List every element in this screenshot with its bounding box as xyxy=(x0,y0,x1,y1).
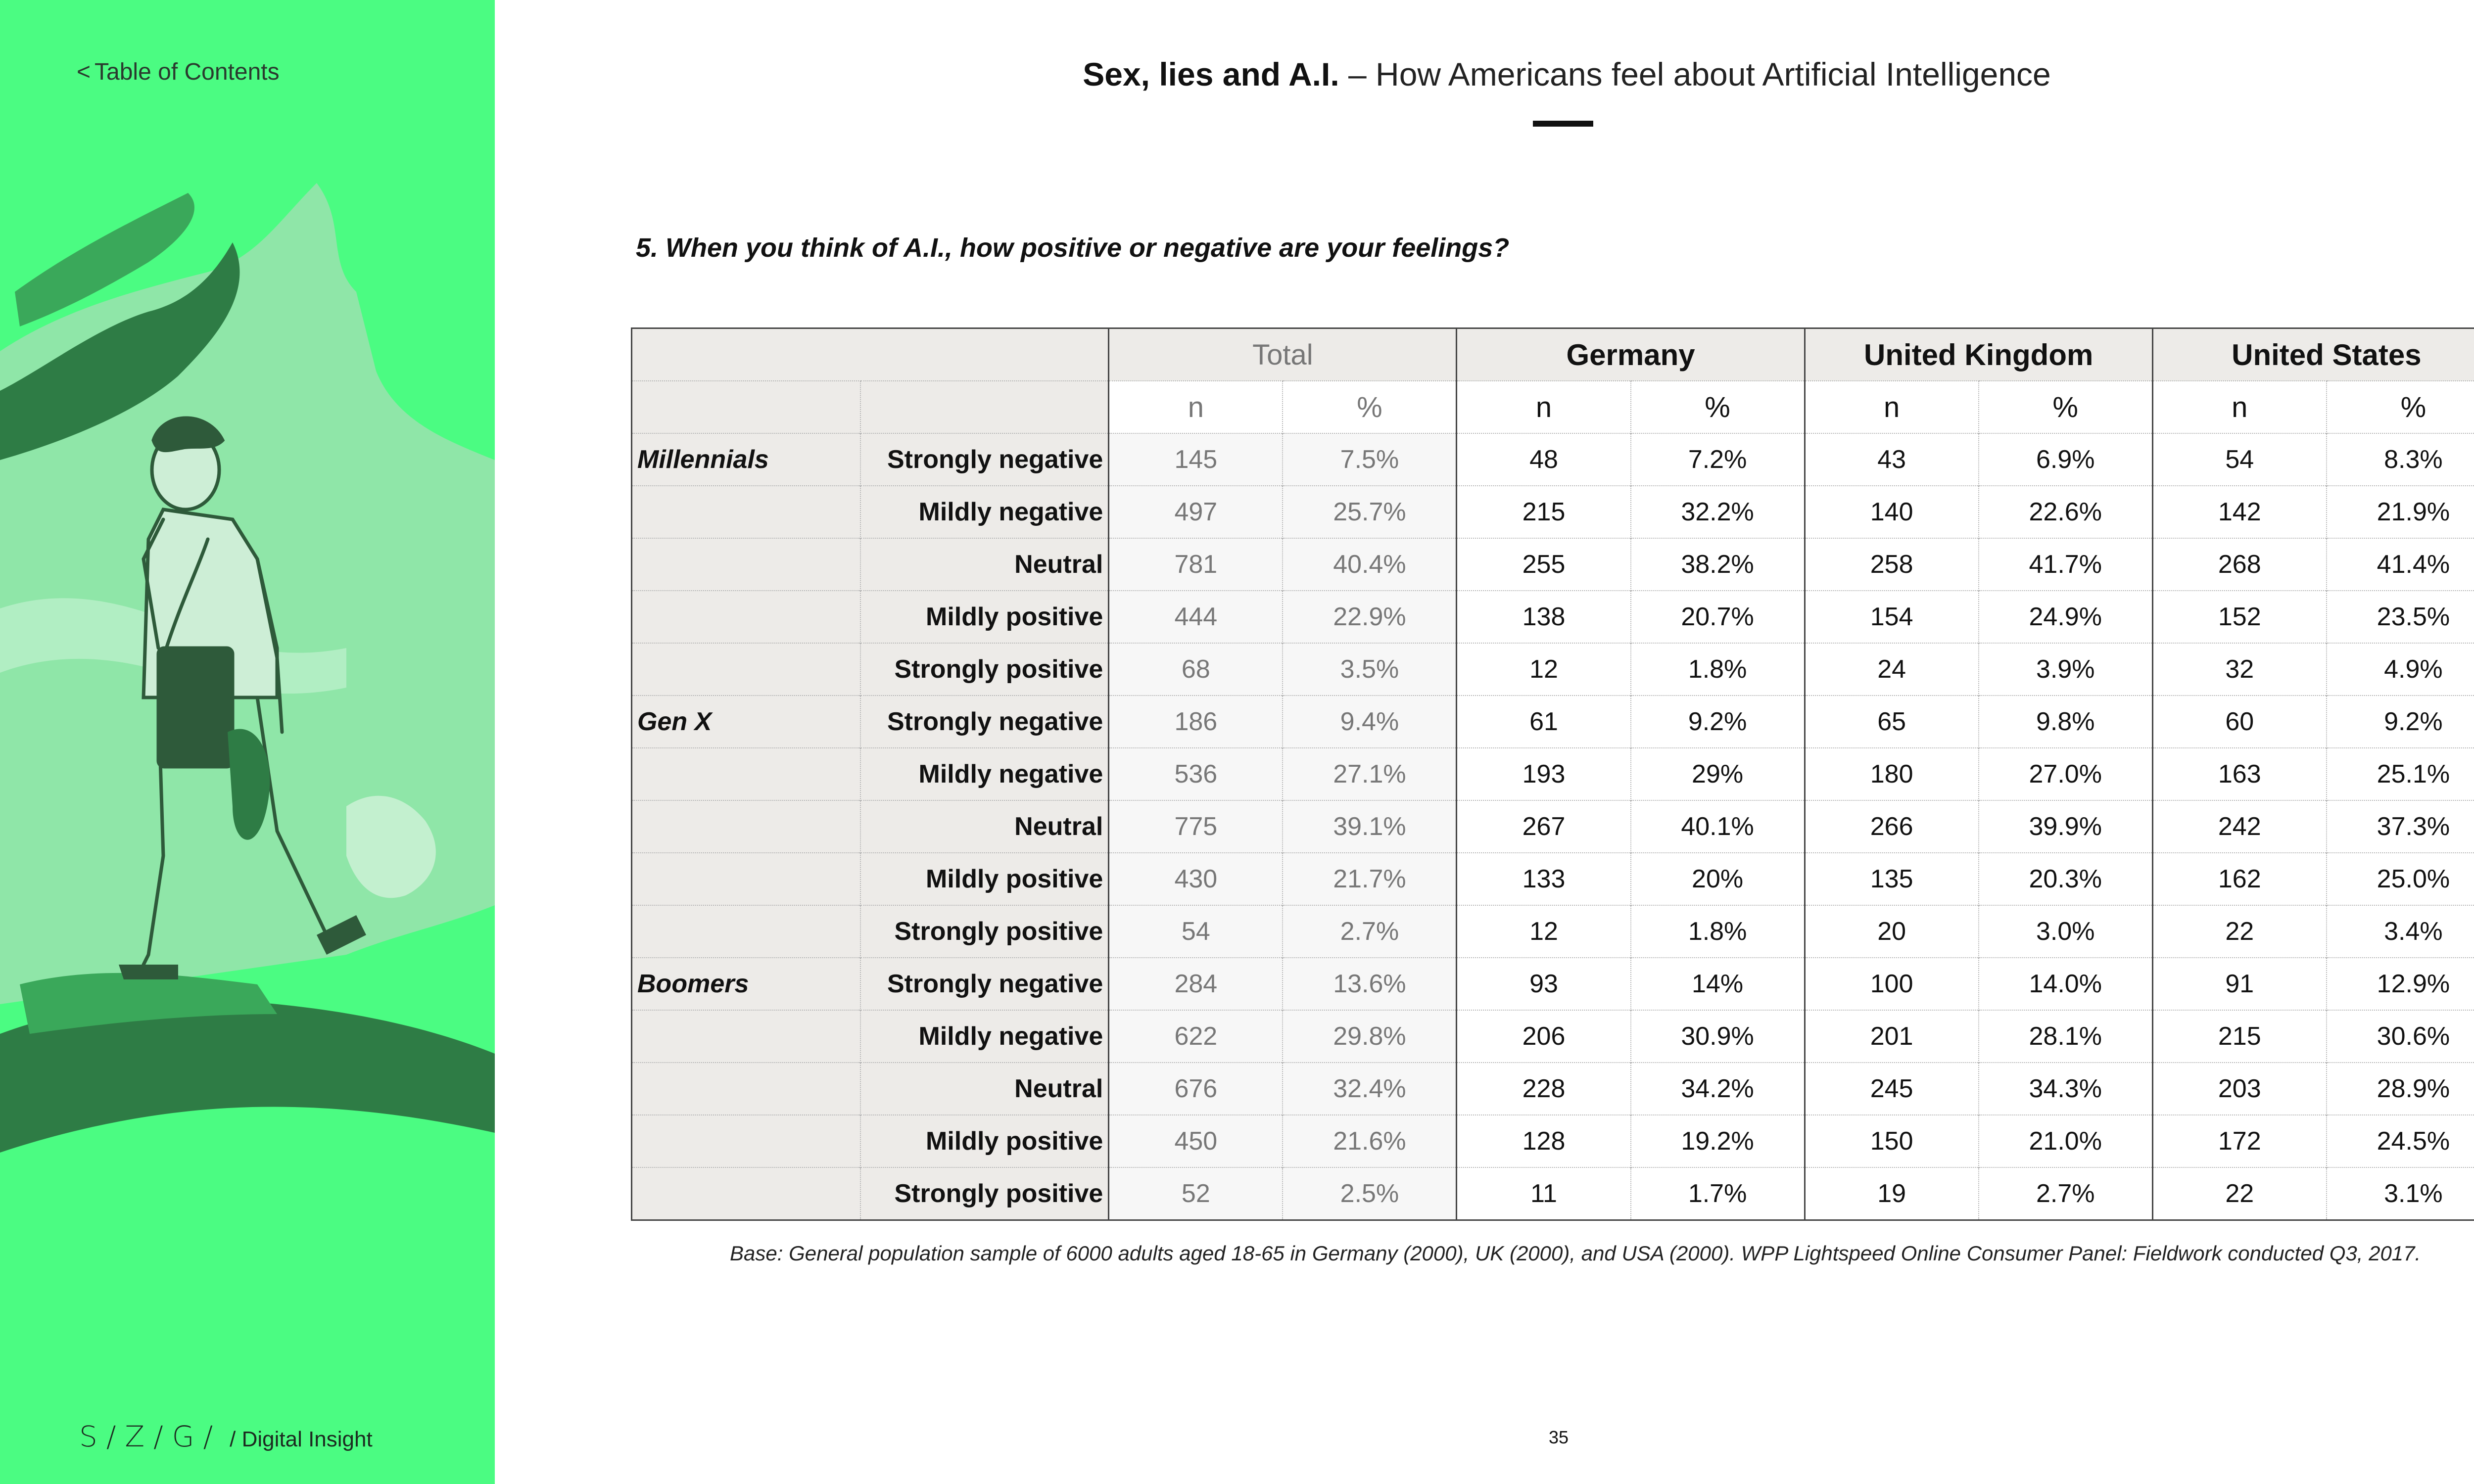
cell-n: 145 xyxy=(1109,433,1283,486)
row-label: Strongly negative xyxy=(860,958,1109,1010)
subheader-pct: % xyxy=(2327,381,2474,433)
row-label: Mildly negative xyxy=(860,1010,1109,1063)
group-label-empty xyxy=(632,643,860,696)
cell-pct: 12.9% xyxy=(2327,958,2474,1010)
cell-n: 150 xyxy=(1805,1115,1979,1167)
cell-n: 135 xyxy=(1805,853,1979,905)
table-row xyxy=(632,958,2474,1010)
cell-pct: 23.5% xyxy=(2327,591,2474,643)
cell-n: 20 xyxy=(1805,905,1979,958)
cell-n: 228 xyxy=(1457,1063,1631,1115)
cell-pct: 28.9% xyxy=(2327,1063,2474,1115)
row-label: Mildly positive xyxy=(860,591,1109,643)
cell-n: 203 xyxy=(2152,1063,2327,1115)
group-label-empty xyxy=(632,1010,860,1063)
cell-n: 450 xyxy=(1109,1115,1283,1167)
cell-pct: 3.9% xyxy=(1979,643,2153,696)
illustration-walking-man xyxy=(0,163,495,1202)
subheader-pct: % xyxy=(1631,381,1805,433)
cell-n: 100 xyxy=(1805,958,1979,1010)
page-title-subtitle: – How Americans feel about Artificial Intelligence xyxy=(1348,56,2051,93)
group-label-empty xyxy=(632,486,860,538)
cell-n: 43 xyxy=(1805,433,1979,486)
cell-pct: 21.9% xyxy=(2327,486,2474,538)
brand xyxy=(79,1420,373,1453)
cell-n: 781 xyxy=(1109,538,1283,591)
subheader-n: n xyxy=(1805,381,1979,433)
cell-pct: 25.7% xyxy=(1283,486,1457,538)
brand-logo: S/Z/G/ xyxy=(79,1420,222,1453)
cell-n: 133 xyxy=(1457,853,1631,905)
cell-n: 676 xyxy=(1109,1063,1283,1115)
header-germany: Germany xyxy=(1457,328,1805,381)
cell-pct: 32.4% xyxy=(1283,1063,1457,1115)
row-label: Mildly positive xyxy=(860,853,1109,905)
cell-n: 11 xyxy=(1457,1167,1631,1220)
group-label-empty xyxy=(632,905,860,958)
cell-pct: 39.9% xyxy=(1979,800,2153,853)
cell-n: 242 xyxy=(2152,800,2327,853)
cell-n: 536 xyxy=(1109,748,1283,800)
cell-pct: 40.1% xyxy=(1631,800,1805,853)
cell-pct: 28.1% xyxy=(1979,1010,2153,1063)
cell-n: 245 xyxy=(1805,1063,1979,1115)
subheader-empty xyxy=(632,381,860,433)
cell-n: 48 xyxy=(1457,433,1631,486)
cell-pct: 6.9% xyxy=(1979,433,2153,486)
row-label: Neutral xyxy=(860,1063,1109,1115)
cell-pct: 38.2% xyxy=(1631,538,1805,591)
table-row xyxy=(632,486,2474,538)
table-row xyxy=(632,591,2474,643)
cell-pct: 1.8% xyxy=(1631,643,1805,696)
cell-pct: 32.2% xyxy=(1631,486,1805,538)
group-label: Boomers xyxy=(632,958,860,1010)
cell-pct: 34.3% xyxy=(1979,1063,2153,1115)
cell-pct: 30.9% xyxy=(1631,1010,1805,1063)
subheader-pct: % xyxy=(1979,381,2153,433)
cell-pct: 20% xyxy=(1631,853,1805,905)
cell-pct: 24.9% xyxy=(1979,591,2153,643)
table-row xyxy=(632,643,2474,696)
row-label: Strongly positive xyxy=(860,643,1109,696)
cell-n: 162 xyxy=(2152,853,2327,905)
cell-n: 54 xyxy=(2152,433,2327,486)
cell-pct: 29% xyxy=(1631,748,1805,800)
row-label: Mildly negative xyxy=(860,486,1109,538)
cell-pct: 19.2% xyxy=(1631,1115,1805,1167)
header-united-states: United States xyxy=(2152,328,2474,381)
cell-pct: 1.7% xyxy=(1631,1167,1805,1220)
question-heading: 5. When you think of A.I., how positive or negative are your feelings? xyxy=(636,233,1510,263)
page-title-bold: Sex, lies and A.I. xyxy=(1083,56,1339,93)
cell-pct: 24.5% xyxy=(2327,1115,2474,1167)
group-label: Gen X xyxy=(632,696,860,748)
group-label-empty xyxy=(632,748,860,800)
cell-n: 775 xyxy=(1109,800,1283,853)
table-row xyxy=(632,1167,2474,1220)
cell-n: 172 xyxy=(2152,1115,2327,1167)
group-label-empty xyxy=(632,800,860,853)
group-label-empty xyxy=(632,591,860,643)
cell-pct: 3.5% xyxy=(1283,643,1457,696)
group-label-empty xyxy=(632,1115,860,1167)
cell-pct: 7.5% xyxy=(1283,433,1457,486)
brand-tagline: / Digital Insight xyxy=(230,1427,373,1451)
cell-pct: 21.7% xyxy=(1283,853,1457,905)
table-subheader-row xyxy=(632,381,2474,433)
subheader-pct: % xyxy=(1283,381,1457,433)
table-row xyxy=(632,905,2474,958)
cell-n: 54 xyxy=(1109,905,1283,958)
cell-pct: 3.0% xyxy=(1979,905,2153,958)
cell-pct: 21.0% xyxy=(1979,1115,2153,1167)
cell-n: 215 xyxy=(2152,1010,2327,1063)
cell-pct: 3.1% xyxy=(2327,1167,2474,1220)
cell-n: 91 xyxy=(2152,958,2327,1010)
table-row xyxy=(632,1063,2474,1115)
cell-pct: 37.3% xyxy=(2327,800,2474,853)
cell-n: 19 xyxy=(1805,1167,1979,1220)
cell-pct: 25.1% xyxy=(2327,748,2474,800)
cell-pct: 27.1% xyxy=(1283,748,1457,800)
cell-n: 138 xyxy=(1457,591,1631,643)
cell-n: 12 xyxy=(1457,905,1631,958)
cell-pct: 40.4% xyxy=(1283,538,1457,591)
cell-pct: 29.8% xyxy=(1283,1010,1457,1063)
cell-n: 206 xyxy=(1457,1010,1631,1063)
cell-n: 22 xyxy=(2152,905,2327,958)
row-label: Strongly positive xyxy=(860,905,1109,958)
cell-pct: 9.2% xyxy=(2327,696,2474,748)
cell-n: 215 xyxy=(1457,486,1631,538)
group-label-empty xyxy=(632,1063,860,1115)
cell-n: 140 xyxy=(1805,486,1979,538)
cell-n: 61 xyxy=(1457,696,1631,748)
table-header-row xyxy=(632,328,2474,381)
subheader-empty xyxy=(860,381,1109,433)
header-empty xyxy=(860,328,1109,381)
cell-pct: 13.6% xyxy=(1283,958,1457,1010)
cell-pct: 14% xyxy=(1631,958,1805,1010)
sidebar xyxy=(0,0,495,1484)
page-number: 35 xyxy=(1549,1427,1569,1447)
cell-pct: 9.2% xyxy=(1631,696,1805,748)
cell-n: 284 xyxy=(1109,958,1283,1010)
cell-pct: 22.9% xyxy=(1283,591,1457,643)
cell-n: 22 xyxy=(2152,1167,2327,1220)
cell-pct: 1.8% xyxy=(1631,905,1805,958)
table-row xyxy=(632,1010,2474,1063)
cell-pct: 41.7% xyxy=(1979,538,2153,591)
group-label-empty xyxy=(632,1167,860,1220)
base-note: Base: General population sample of 6000 adults aged 18-65 in Germany (2000), UK (2000), and USA (2000). WPP Lightspeed Online Consumer Panel: Fieldwork conducted Q3, 2017. xyxy=(730,1242,2421,1265)
cell-n: 497 xyxy=(1109,486,1283,538)
cell-pct: 27.0% xyxy=(1979,748,2153,800)
cell-n: 24 xyxy=(1805,643,1979,696)
group-label-empty xyxy=(632,853,860,905)
cell-n: 444 xyxy=(1109,591,1283,643)
cell-n: 201 xyxy=(1805,1010,1979,1063)
cell-n: 186 xyxy=(1109,696,1283,748)
cell-pct: 8.3% xyxy=(2327,433,2474,486)
row-label: Mildly negative xyxy=(860,748,1109,800)
cell-pct: 39.1% xyxy=(1283,800,1457,853)
cell-pct: 20.3% xyxy=(1979,853,2153,905)
cell-n: 52 xyxy=(1109,1167,1283,1220)
cell-pct: 9.8% xyxy=(1979,696,2153,748)
table-row xyxy=(632,1115,2474,1167)
cell-pct: 34.2% xyxy=(1631,1063,1805,1115)
table-row xyxy=(632,748,2474,800)
cell-pct: 9.4% xyxy=(1283,696,1457,748)
table-of-contents-link[interactable] xyxy=(77,58,280,86)
cell-n: 193 xyxy=(1457,748,1631,800)
header-empty xyxy=(632,328,860,381)
group-label-empty xyxy=(632,538,860,591)
cell-n: 255 xyxy=(1457,538,1631,591)
cell-n: 32 xyxy=(2152,643,2327,696)
table-row xyxy=(632,800,2474,853)
page-title xyxy=(495,55,2474,93)
group-label: Millennials xyxy=(632,433,860,486)
subheader-n: n xyxy=(2152,381,2327,433)
cell-pct: 14.0% xyxy=(1979,958,2153,1010)
title-underline xyxy=(1533,121,1593,127)
cell-n: 258 xyxy=(1805,538,1979,591)
data-table xyxy=(631,327,2474,1221)
cell-n: 12 xyxy=(1457,643,1631,696)
row-label: Neutral xyxy=(860,538,1109,591)
table-row xyxy=(632,538,2474,591)
cell-n: 267 xyxy=(1457,800,1631,853)
header-united-kingdom: United Kingdom xyxy=(1805,328,2152,381)
subheader-n: n xyxy=(1109,381,1283,433)
cell-pct: 2.5% xyxy=(1283,1167,1457,1220)
row-label: Strongly positive xyxy=(860,1167,1109,1220)
cell-pct: 20.7% xyxy=(1631,591,1805,643)
cell-pct: 2.7% xyxy=(1283,905,1457,958)
table-row xyxy=(632,696,2474,748)
table-body xyxy=(632,433,2474,1220)
cell-n: 65 xyxy=(1805,696,1979,748)
cell-pct: 3.4% xyxy=(2327,905,2474,958)
table-row xyxy=(632,853,2474,905)
cell-n: 430 xyxy=(1109,853,1283,905)
cell-pct: 4.9% xyxy=(2327,643,2474,696)
row-label: Strongly negative xyxy=(860,433,1109,486)
cell-pct: 41.4% xyxy=(2327,538,2474,591)
chevron-left-icon: < xyxy=(77,59,91,85)
table-row xyxy=(632,433,2474,486)
cell-n: 93 xyxy=(1457,958,1631,1010)
cell-n: 622 xyxy=(1109,1010,1283,1063)
cell-pct: 25.0% xyxy=(2327,853,2474,905)
cell-n: 152 xyxy=(2152,591,2327,643)
cell-n: 154 xyxy=(1805,591,1979,643)
cell-pct: 7.2% xyxy=(1631,433,1805,486)
cell-n: 68 xyxy=(1109,643,1283,696)
cell-n: 266 xyxy=(1805,800,1979,853)
toc-link-label: Table of Contents xyxy=(95,59,280,85)
row-label: Strongly negative xyxy=(860,696,1109,748)
cell-n: 180 xyxy=(1805,748,1979,800)
cell-pct: 22.6% xyxy=(1979,486,2153,538)
subheader-n: n xyxy=(1457,381,1631,433)
cell-n: 163 xyxy=(2152,748,2327,800)
cell-n: 142 xyxy=(2152,486,2327,538)
cell-n: 268 xyxy=(2152,538,2327,591)
cell-pct: 30.6% xyxy=(2327,1010,2474,1063)
cell-pct: 21.6% xyxy=(1283,1115,1457,1167)
cell-n: 128 xyxy=(1457,1115,1631,1167)
row-label: Mildly positive xyxy=(860,1115,1109,1167)
header-total: Total xyxy=(1109,328,1457,381)
cell-n: 60 xyxy=(2152,696,2327,748)
row-label: Neutral xyxy=(860,800,1109,853)
cell-pct: 2.7% xyxy=(1979,1167,2153,1220)
